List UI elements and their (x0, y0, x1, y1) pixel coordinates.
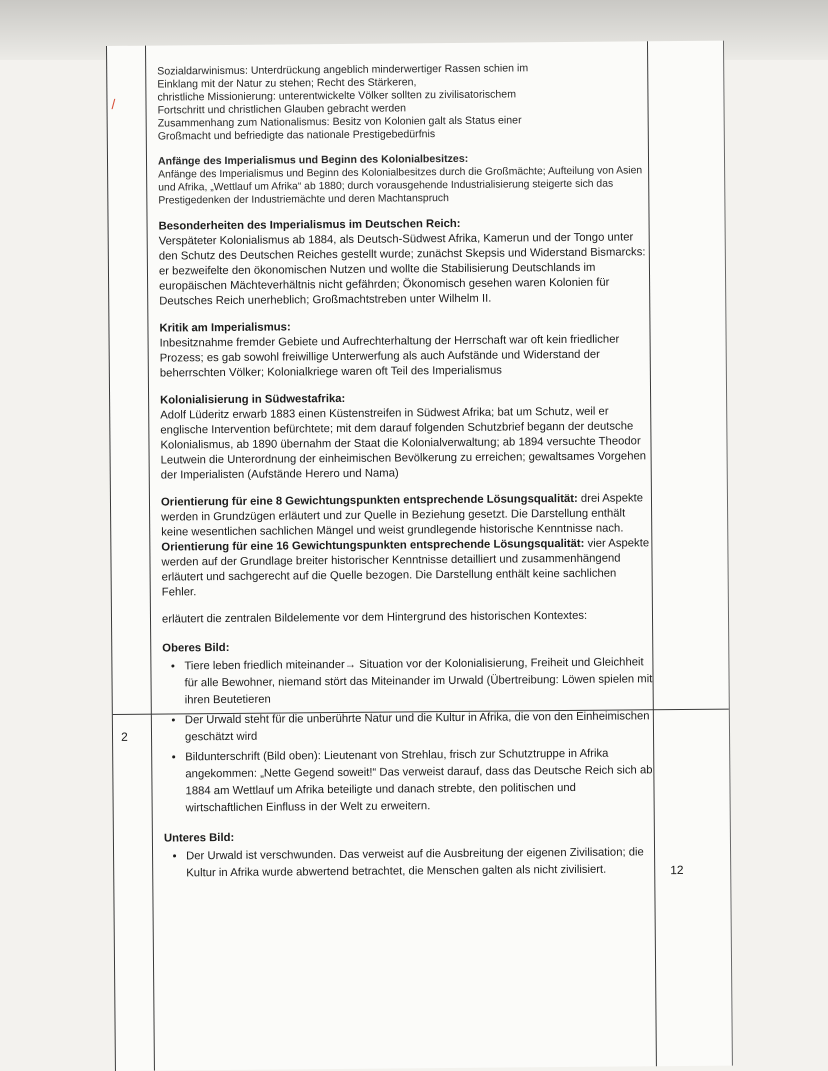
section-text: Inbesitznahme fremder Gebiete und Aufrechterhaltung der Herrschaft war oft kein friedlicher Prozess; es gab sowohl freiwillige Unterwerfung als auch Aufstände und Widerstand der beherrschten Völker; Kolonialkriege waren oft Teil des Imperialismus (159, 333, 620, 380)
note-line: Großmacht und befriedigte das nationale Prestigebedürfnis (157, 128, 436, 143)
note-line: christliche Missionierung: unterentwickelte Völker sollten zu zivilisatorischem (157, 88, 517, 104)
note-line: Fortschritt und christlichen Glauben gebracht werden (157, 102, 407, 117)
context-notes (157, 61, 648, 143)
task2-intro: erläutert die zentralen Bildelemente vor dem Hintergrund des historischen Kontextes: (161, 609, 588, 626)
section-text: Verspäteter Kolonialismus ab 1884, als Deutsch-Südwest Afrika, Kamerun und der Tongo unter den Schutz des Deutschen Reiches gestellt wurde; zunächst Skepsis und Widerstand Bismarcks: er bezweifelte den ökonomischen Nutzen und wollte die Stabilisierung Deutschlands im europäischen Mächteverhältnis nicht gefährden; Ökonomisch gesehen waren Kolonien für Deutsches Reich unerheblich; Großmachtstreben unter Wilhelm II. (158, 231, 646, 308)
section-heading: Kolonialisierung in Südwestafrika: (160, 392, 346, 407)
upper-image-heading: Oberes Bild: (162, 641, 230, 655)
task-number: 2 (120, 729, 128, 744)
orientation-16-points (161, 536, 652, 600)
list-item: • Bildunterschrift (Bild oben): Lieutenant von Strehlau, frisch zur Schutztruppe in Afrika angekommen: „Nette Gegend soweit!“ Das verweist darauf, dass das Deutsche Reich sich ab 1884 am Wettlauf um Afrika beteiligte und danach strebte, den politischen und wirtschaftlichen Einfluss in der Welt zu erweitern. (185, 745, 654, 817)
orientation-8-points (161, 491, 651, 540)
section-heading: Kritik am Imperialismus: (159, 321, 291, 335)
orientation-text: drei Aspekte werden in Grundzügen erläutert und zur Quelle in Beziehung gesetzt. Die Darstellung enthält keine wesentlichen sachlichen Mängel und weist grundlegende historische Kenntnisse nach. (161, 492, 644, 539)
note-line: Zusammenhang zum Nationalismus: Besitz von Kolonien galt als Status einer (157, 114, 522, 130)
section-german-empire (159, 215, 650, 309)
orientation-text: vier Aspekte werden auf der Grundlage breiter historischer Kenntnisse detailliert und zusammenhängend erläutert und sachgerecht auf die Quelle bezogen. Die Darstellung enthält keine sachlichen Fehler. (161, 537, 650, 599)
list-item: • Tiere leben friedlich miteinander→ Situation vor der Kolonialisierung, Freiheit und Gleichheit für alle Bewohner, niemand stört das Miteinander im Urwald (Übertreibung: Löwen spielen mit ihren Beutetieren (184, 654, 652, 709)
document-content (157, 61, 654, 885)
orientation-lead: Orientierung für eine 16 Gewichtungspunkten entsprechende Lösungsqualität: (161, 537, 585, 554)
upper-image-list (162, 654, 653, 817)
section-beginnings (158, 151, 648, 207)
orientation-lead: Orientierung für eine 8 Gewichtungspunkten entsprechende Lösungsqualität: (160, 492, 578, 509)
note-line: Sozialdarwinismus: Unterdrückung angeblich minderwertiger Rassen schien im (157, 62, 529, 78)
list-item: • Der Urwald steht für die unberührte Natur und die Kultur in Afrika, die von den Einheimischen geschätzt wird (185, 708, 653, 746)
section-text: Adolf Lüderitz erwarb 1883 einen Küstenstreifen in Südwest Afrika; bat um Schutz, weil er englische Intervention befürchtete; mit dem darauf folgenden Schutzbrief begann der deutsche Kolonialismus, ab 1890 übernahm der Staat die Kolonialverwaltung; ab 1894 versuchte Theodor Leutwein die Unterordnung der einheimischen Bevölkerung zu erreichen; gewaltsames Vorgehen der Imperialisten (Aufstände Herero und Nama) (160, 405, 647, 482)
note-line: Einklang mit der Natur zu stehen; Recht des Stärkeren, (157, 76, 417, 91)
lower-image-list (164, 844, 654, 882)
lower-image-heading: Unteres Bild: (163, 831, 235, 845)
section-southwest-africa (160, 389, 651, 483)
list-item: • Der Urwald ist verschwunden. Das verweist auf die Ausbreitung der eigenen Zivilisation; die Kultur in Afrika wurde abwertend betrachtet, die Menschen galten als nicht zivilisiert. (186, 844, 654, 882)
section-heading: Besonderheiten des Imperialismus im Deutschen Reich: (158, 217, 461, 233)
section-text: Anfänge des Imperialismus und Beginn des Kolonialbesitzes durch die Großmächte; Aufteilung von Asien und Afrika, „Wettlauf um Afrika“ ab 1880; durch vorausgehende Industrialisierung steigerte sich das Prestigedenken der Industriemächte und deren Machtanspruch (158, 165, 643, 207)
left-column-rule (145, 46, 155, 1071)
task-points: 12 (670, 862, 684, 878)
section-heading: Anfänge des Imperialismus und Beginn des Kolonialbesitzes: (157, 152, 469, 168)
margin-check-mark: / (111, 95, 116, 112)
document-page (106, 41, 733, 1071)
section-criticism (159, 317, 650, 381)
